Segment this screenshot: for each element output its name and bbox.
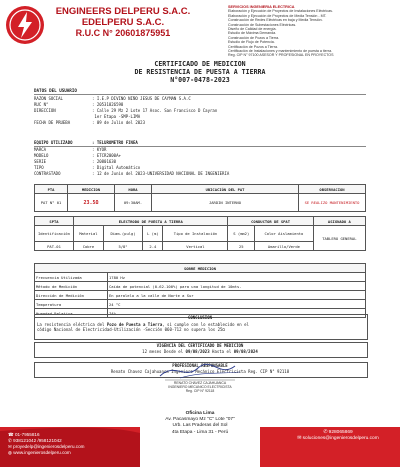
phone-line: ✆ 928065869 (323, 429, 353, 435)
service-item: Construcción de Pozos a Tierra. (228, 35, 280, 40)
table-row (35, 273, 366, 282)
user-row: FECHA DE PRUEBA : 09 de Julio del 2023 (34, 120, 145, 125)
equipment-row: CONTRASTADO : 12 de Junio del 2023-UNIVERSIDAD NACIONAL DE INGENIERIA (34, 171, 230, 176)
service-item: Diseño de Calidad de energía. (228, 27, 277, 32)
company-short-name: EDELPERU S.A.C. (81, 17, 165, 28)
table-header: PTA (35, 185, 68, 194)
table-cell: 25 (228, 242, 255, 251)
table-cell: 74% (108, 309, 366, 318)
footer-contacts (8, 432, 84, 456)
user-section-heading: DATOS DEL USUARIO (34, 88, 77, 93)
office-lima: Oficina Lima Av. Pacasmayo Mz "C" Lote "07" Urb. Las Praderas del Sol 4ta Etapa - Lima 31 - Perú (140, 405, 260, 467)
user-row: RUC N° : 20531826598 (34, 102, 124, 107)
table-header: MEDICION (68, 185, 115, 194)
table-group-header-row (35, 217, 366, 226)
email-line[interactable]: ✉ soluciones@ingenierosdelperu.com (297, 435, 379, 441)
service-item: Certificación de Instalaciones y mantenimiento de puesta a tierra. (228, 49, 333, 54)
responsible-text: Renato Chavez Cajahuanca Ingeniero Mecánico Electricista Reg. CIP N° 92118 (110, 369, 290, 374)
table-header: HORA (115, 185, 152, 194)
table-header: UBICACIÓN DEL PAT (152, 185, 299, 194)
electrode-table (34, 216, 366, 251)
certificate-number: N°007-0478-2023 (170, 76, 230, 84)
table-cell: 1780 Hz (108, 273, 366, 282)
validity-text: 12 meses Desde el 09/08/2023 Hasta el 09/08/2024 (142, 349, 258, 354)
equipment-row: MODELO : ETCR2000A+ (34, 153, 121, 158)
mobile-icon: ✆ (8, 438, 14, 443)
service-item: Estudio de Máxima Demanda. (228, 31, 277, 36)
phone-line: ☎ 01-7955816 (8, 432, 40, 437)
equipment-row: SERIE : 20801630 (34, 159, 117, 164)
table-header: ELECTRODO DE PUESTA A TIERRA (74, 217, 228, 226)
table-header: ASIGNADO A (313, 217, 365, 226)
table-row (35, 194, 366, 212)
phone-line: ✆ 938121042 /958121042 (8, 438, 62, 443)
table-cell: Dirección de Medición (35, 291, 108, 300)
user-row: DIRECCION : Calle 29 Mz 2 Lote 17 Asoc. San Francisco D Cayran (34, 108, 218, 113)
table-cell: Vertical (163, 242, 228, 251)
measurement-value: 23.5Ω (68, 194, 115, 212)
table-cell: En paralelo a la calle de Norte a Sur (108, 291, 366, 300)
mail-icon: ✉ (8, 444, 14, 449)
table-header: Identificación (35, 226, 74, 242)
signature-mark (140, 360, 260, 382)
conclusion-text: La resistencia eléctrica del Pozo de Puesta a Tierra, si cumple con lo establecido en el código Nacional de Electricidad-Utilización -Sección 060-712 no supera los 25Ω (37, 322, 249, 333)
service-item: Estudio de Flujo de Potencia. (228, 40, 275, 45)
measurement-details-table (34, 263, 366, 318)
service-item: Construcción de Subestaciones Eléctricas. (228, 22, 297, 27)
table-cell: 09:30AM. (115, 194, 152, 212)
table-header-row (35, 185, 366, 194)
table-row (35, 300, 366, 309)
phone-icon: ☎ (8, 432, 15, 437)
table-cell: Amarillo/Verde (255, 242, 314, 251)
company-name: ENGINEERS DELPERU S.A.C. (55, 6, 191, 17)
office-tingo-maria: Oficina Tingo María Jr. Chiclayo Mza. C-2 Lote. 66C-2 Leoncio Prado - Rupa-Rupa-Huanuco ✆ 928065869 ✉ soluciones@ingenierosdelperu.com (276, 405, 400, 442)
table-header: Material (74, 226, 104, 242)
company-ruc: R.U.C N° 20601875951 (75, 28, 171, 38)
validity-heading: VIGENCIA DEL CERTIFICADO DE MEDICION (156, 343, 244, 348)
service-item: Construcción de Redes Eléctricas en baja y Media Tensión. (228, 18, 323, 23)
measurement-table (34, 184, 366, 212)
table-header-row (35, 226, 366, 242)
table-header: Diam.(pulg) (103, 226, 142, 242)
whatsapp-icon: ✆ (323, 429, 329, 435)
table-cell: PAT N° 01 (35, 194, 68, 212)
table-cell: PAT-01 (35, 242, 74, 251)
table-cell: Frecuencia Utilizada (35, 273, 108, 282)
service-item: Elaboración y Ejecución de Proyectos de Instalaciones Eléctricas. (228, 9, 333, 14)
services-title: SERVICIOS INGENIERIA ELECTRICA (228, 5, 295, 9)
responsible-heading: PROFESIONAL RESPONSABLE (172, 363, 228, 368)
lightning-icon (6, 6, 44, 44)
company-block (48, 6, 198, 39)
table-cell: JARDIN INTERNO (152, 194, 299, 212)
table-cell: Temperatura (35, 300, 108, 309)
table-header: L (m) (143, 226, 163, 242)
service-item: Certificación de Pozos a Tierra. (228, 44, 278, 49)
table-cell: 2.4 (143, 242, 163, 251)
web-line[interactable]: ◍ www.ingenierosdelperu.com (8, 450, 71, 455)
user-row: RAZON SOCIAL : I.E.P DIVINO NIÑO JESUS DE CAYMAN S.A.C (34, 96, 191, 101)
table-cell: 24 °C (108, 300, 366, 309)
table-header: SOBRE MEDICION (35, 264, 366, 273)
equipment-row: TIPO : Digital Automático (34, 165, 141, 170)
table-row (35, 282, 366, 291)
conclusion-heading: CONCLUSION (187, 315, 213, 320)
table-header: Color Aislamiento (255, 226, 314, 242)
table-cell: Humedad Relativa (35, 309, 108, 318)
service-item: Elaboración y Ejecución de Proyectos de Media Tensión - MT. (228, 13, 327, 18)
company-logo (6, 6, 44, 44)
table-row (35, 291, 366, 300)
title-line-2: DE RESISTENCIA DE PUESTA A TIERRA (134, 68, 266, 76)
divider (34, 94, 366, 95)
observation-cell: SE REALIZO MANTENIMIENTO (299, 194, 366, 212)
equipment-row: MARCA : KYOR (34, 147, 107, 152)
table-header: OBSERVACION (299, 185, 366, 194)
globe-icon: ◍ (8, 450, 14, 455)
service-item: Reg. CIP N° 97100 ASESOR Y PROFESIONAL EN PROYECTOS (228, 53, 334, 58)
table-cell: 5/8" (103, 242, 142, 251)
email-line[interactable]: ✉ proyedelp@ingenierosdelperu.com (8, 444, 85, 449)
table-header: CONDUCTOR DE SPAT (228, 217, 313, 226)
table-cell: Cobre (74, 242, 104, 251)
table-header: TABLERO GENERAL (313, 226, 365, 251)
table-header: S (mm2) (228, 226, 255, 242)
mail-icon: ✉ (297, 435, 303, 441)
table-header: SPTA (35, 217, 74, 226)
services-list (228, 5, 396, 58)
table-cell: Método de Medición (35, 282, 108, 291)
equipment-heading: EQUIPO UTILIZADO : TELUROMETRO FINEA (34, 140, 138, 145)
table-header-row (35, 264, 366, 273)
certificate-title (0, 60, 400, 84)
table-cell: Caída de potencial (0-62-100%) para una longitud de 10mts. (108, 282, 366, 291)
user-row: 1er Etapa -SMP-LIMA (92, 114, 141, 119)
signature-caption: RENATO CHAVEZ CAJAHUANCA INGENIERO MECANICO ELECTRICISTA Reg. CIP N° 92118 (168, 381, 232, 393)
table-header: Tipo de Instalación (163, 226, 228, 242)
title-line-1: CERTIFICADO DE MEDICION (154, 60, 246, 68)
